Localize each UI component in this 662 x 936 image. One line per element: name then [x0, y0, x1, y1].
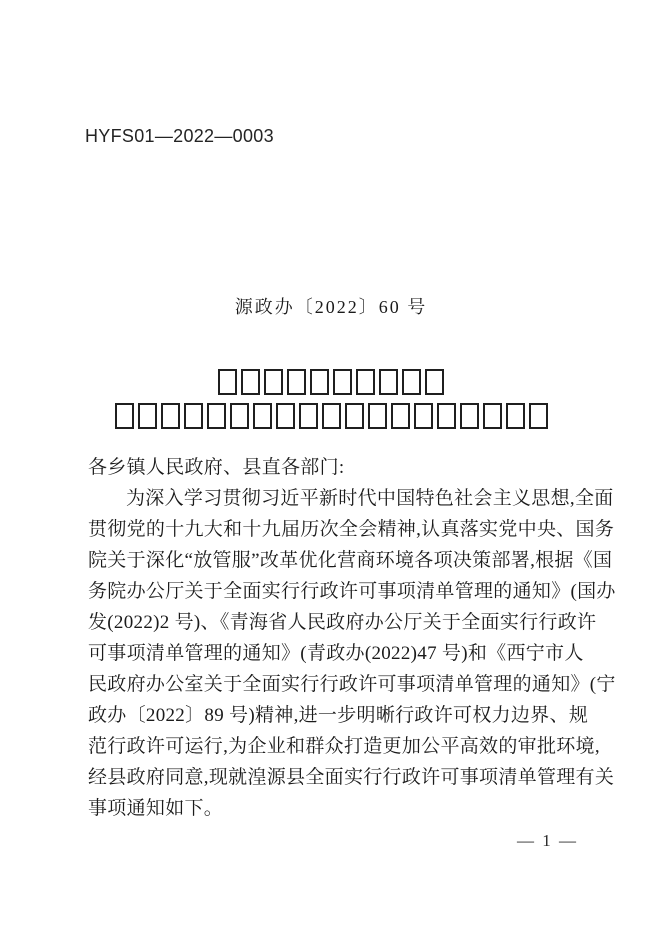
salutation: 各乡镇人民政府、县直各部门: — [88, 457, 345, 478]
missing-glyph-box — [253, 403, 272, 429]
doc-code: HYFS01—2022—0003 — [85, 126, 274, 146]
body-paragraph — [88, 483, 616, 824]
doc-reference-number: 源政办〔2022〕60 号 — [234, 297, 428, 317]
document-body — [88, 452, 616, 824]
body-line: 发(2022)2 号)、《青海省人民政府办公厅关于全面实行行政许 — [88, 612, 597, 633]
missing-glyph-box — [356, 369, 375, 395]
body-line: 可事项清单管理的通知》(青政办(2022)47 号)和《西宁市人 — [88, 643, 584, 664]
missing-glyph-box — [310, 369, 329, 395]
missing-glyph-box — [483, 403, 502, 429]
missing-glyph-box — [115, 403, 134, 429]
missing-glyph-box — [333, 369, 352, 395]
missing-glyph-box — [161, 403, 180, 429]
missing-glyph-box — [230, 403, 249, 429]
body-line: 事项通知如下。 — [88, 798, 224, 819]
missing-glyph-box — [299, 403, 318, 429]
body-line: 政办〔2022〕89 号)精神,进一步明晰行政许可权力边界、规 — [88, 705, 589, 726]
missing-glyph-box — [276, 403, 295, 429]
body-line: 经县政府同意,现就湟源县全面实行行政许可事项清单管理有关 — [88, 767, 615, 788]
body-line: 民政府办公室关于全面实行行政许可事项清单管理的通知》(宁 — [88, 674, 616, 695]
missing-glyph-box — [207, 403, 226, 429]
body-line: 院关于深化“放管服”改革优化营商环境各项决策部署,根据《国 — [88, 550, 613, 571]
missing-glyph-box — [425, 369, 444, 395]
missing-glyph-box — [402, 369, 421, 395]
missing-glyph-box — [322, 403, 341, 429]
missing-glyph-box — [138, 403, 157, 429]
document-title-line2 — [0, 403, 662, 429]
page-number: — 1 — — [517, 831, 578, 850]
body-line: 为深入学习贯彻习近平新时代中国特色社会主义思想,全面 — [126, 488, 614, 509]
missing-glyph-box — [345, 403, 364, 429]
document-title-line1 — [0, 369, 662, 395]
missing-glyph-box — [391, 403, 410, 429]
body-line: 务院办公厅关于全面实行行政许可事项清单管理的通知》(国办 — [88, 581, 616, 602]
missing-glyph-box — [368, 403, 387, 429]
missing-glyph-box — [437, 403, 456, 429]
missing-glyph-box — [460, 403, 479, 429]
missing-glyph-box — [414, 403, 433, 429]
missing-glyph-box — [529, 403, 548, 429]
body-line: 贯彻党的十九大和十九届历次全会精神,认真落实党中央、国务 — [88, 519, 615, 540]
missing-glyph-box — [264, 369, 283, 395]
missing-glyph-box — [218, 369, 237, 395]
missing-glyph-box — [379, 369, 398, 395]
missing-glyph-box — [241, 369, 260, 395]
body-line: 范行政许可运行,为企业和群众打造更加公平高效的审批环境, — [88, 736, 600, 757]
missing-glyph-box — [506, 403, 525, 429]
missing-glyph-box — [287, 369, 306, 395]
missing-glyph-box — [184, 403, 203, 429]
